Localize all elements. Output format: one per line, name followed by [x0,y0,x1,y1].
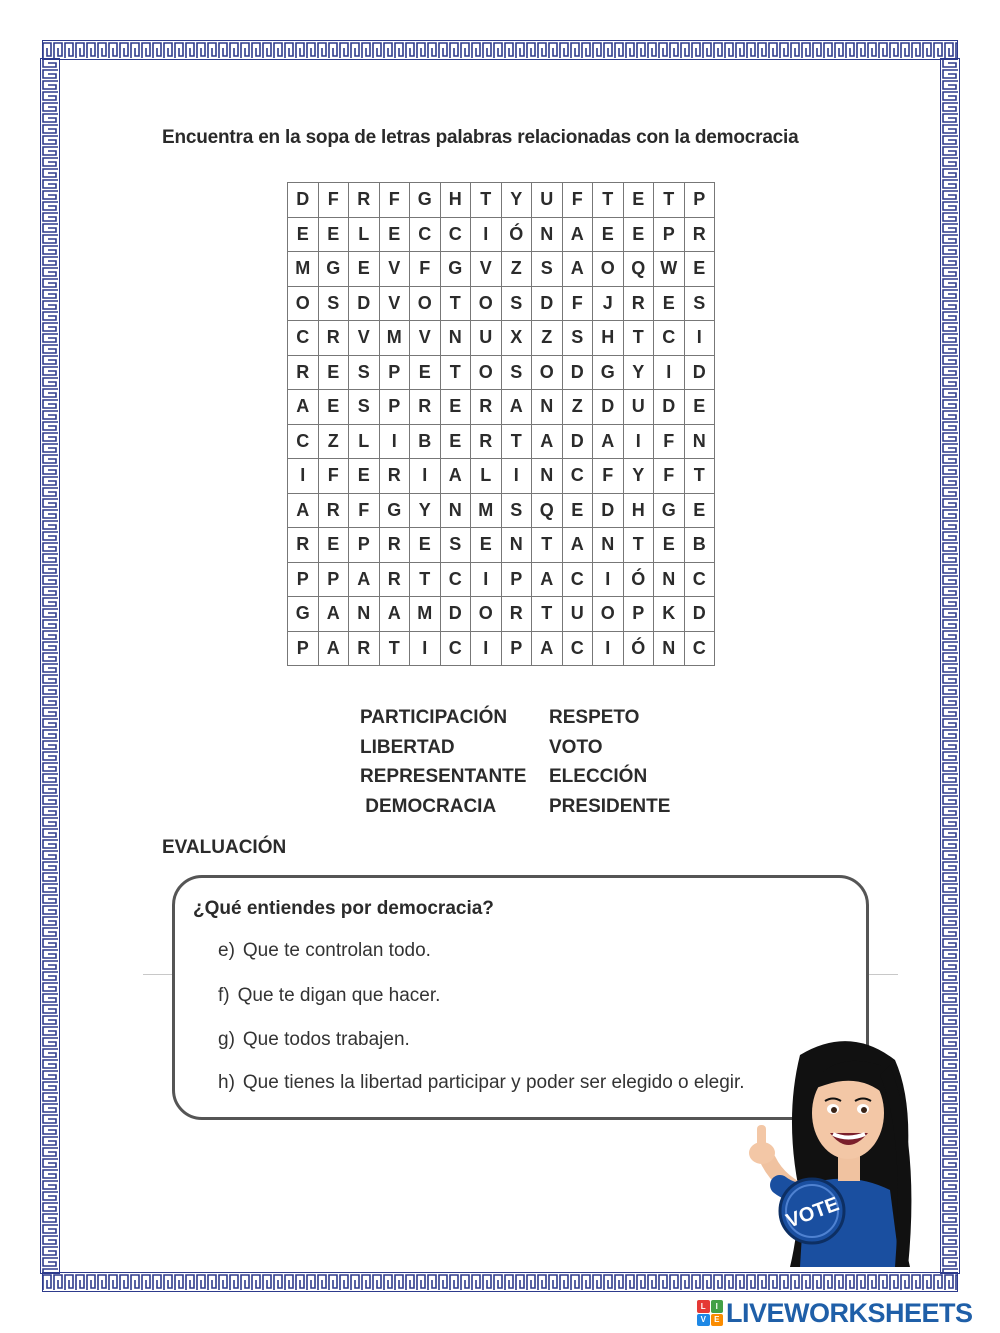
grid-cell[interactable]: M [471,493,502,528]
grid-cell[interactable]: E [440,390,471,425]
grid-row [288,493,715,528]
grid-cell[interactable]: B [684,528,715,563]
word-item: DEMOCRACIA [360,795,497,817]
grid-cell[interactable]: E [684,252,715,287]
grid-cell[interactable]: N [654,562,685,597]
grid-cell[interactable]: R [471,424,502,459]
option-text: Que tienes la libertad participar y poder ser elegido o elegir. [242,1072,745,1093]
grid-cell[interactable]: Q [623,252,654,287]
liveworksheets-logo[interactable] [697,1297,973,1328]
border-top [42,40,958,60]
grid-cell[interactable]: C [440,217,471,252]
grid-cell[interactable]: Ó [501,217,532,252]
grid-cell[interactable]: R [318,321,349,356]
grid-cell[interactable]: G [379,493,410,528]
grid-cell[interactable]: I [410,459,441,494]
grid-cell[interactable]: A [593,424,624,459]
grid-cell[interactable]: E [288,217,319,252]
grid-cell[interactable]: P [623,597,654,632]
grid-cell[interactable]: E [318,217,349,252]
icon-letter: L [697,1300,710,1313]
grid-cell[interactable]: V [379,286,410,321]
grid-cell[interactable]: T [440,286,471,321]
grid-cell[interactable]: A [501,390,532,425]
grid-cell[interactable]: A [532,631,563,666]
grid-row [288,424,715,459]
grid-cell[interactable]: T [654,183,685,218]
grid-cell[interactable]: U [562,597,593,632]
answer-option-h[interactable] [218,1072,745,1094]
grid-cell[interactable]: E [684,390,715,425]
grid-cell[interactable]: G [593,355,624,390]
grid-cell[interactable]: I [471,562,502,597]
grid-cell[interactable]: L [349,217,380,252]
option-letter: f) [218,985,230,1006]
vote-badge-text: VOTE [783,1193,843,1233]
grid-cell[interactable]: G [440,252,471,287]
grid-row [288,528,715,563]
grid-cell[interactable]: S [440,528,471,563]
grid-cell[interactable]: A [440,459,471,494]
grid-cell[interactable]: P [654,217,685,252]
grid-cell[interactable]: G [318,252,349,287]
grid-cell[interactable]: E [410,355,441,390]
question-text: ¿Qué entiendes por democracia? [193,898,494,919]
grid-cell[interactable]: S [532,252,563,287]
grid-cell[interactable]: V [379,252,410,287]
grid-row [288,631,715,666]
grid-cell[interactable]: L [471,459,502,494]
grid-cell[interactable]: I [654,355,685,390]
grid-cell[interactable]: Y [501,183,532,218]
grid-cell[interactable]: R [288,528,319,563]
grid-cell[interactable]: F [379,183,410,218]
avatar-illustration [730,1035,930,1272]
grid-cell[interactable]: T [623,528,654,563]
grid-cell[interactable]: E [318,355,349,390]
grid-cell[interactable]: C [654,321,685,356]
grid-cell[interactable]: O [593,597,624,632]
grid-cell[interactable]: E [623,217,654,252]
grid-cell[interactable]: N [532,390,563,425]
grid-cell[interactable]: Z [532,321,563,356]
grid-row [288,252,715,287]
grid-cell[interactable]: N [440,493,471,528]
grid-cell[interactable]: P [288,631,319,666]
grid-cell[interactable]: E [562,493,593,528]
grid-cell[interactable]: R [379,562,410,597]
grid-cell[interactable]: Y [623,459,654,494]
grid-row [288,459,715,494]
grid-row [288,286,715,321]
grid-cell[interactable]: R [379,459,410,494]
grid-cell[interactable]: I [593,562,624,597]
grid-cell[interactable]: U [623,390,654,425]
grid-cell[interactable]: N [501,528,532,563]
grid-cell[interactable]: R [288,355,319,390]
grid-cell[interactable]: W [654,252,685,287]
instructions-heading: Encuentra en la sopa de letras palabras relacionadas con la democracia [162,127,799,148]
icon-letter: V [697,1314,710,1327]
grid-cell[interactable]: D [288,183,319,218]
border-left [40,58,60,1274]
grid-cell[interactable]: E [379,217,410,252]
word-item: RESPETO [549,707,640,728]
grid-cell[interactable]: P [288,562,319,597]
grid-cell[interactable]: T [532,597,563,632]
grid-cell[interactable]: F [593,459,624,494]
grid-cell[interactable]: R [471,390,502,425]
grid-cell[interactable]: A [532,562,563,597]
grid-cell[interactable]: P [501,631,532,666]
grid-cell[interactable]: F [562,286,593,321]
grid-cell[interactable]: B [410,424,441,459]
grid-cell[interactable]: D [654,390,685,425]
grid-cell[interactable]: E [410,528,441,563]
grid-cell[interactable]: E [654,528,685,563]
icon-letter: I [711,1300,724,1313]
grid-cell[interactable]: K [654,597,685,632]
grid-cell[interactable]: T [593,183,624,218]
grid-cell[interactable]: R [318,493,349,528]
grid-cell[interactable]: F [410,252,441,287]
option-letter: g) [218,1029,235,1050]
liveworksheets-icon [697,1300,723,1326]
grid-row [288,217,715,252]
grid-cell[interactable]: T [501,424,532,459]
grid-cell[interactable]: V [349,321,380,356]
grid-cell[interactable]: E [471,528,502,563]
grid-cell[interactable]: A [288,390,319,425]
grid-cell[interactable]: R [501,597,532,632]
grid-cell[interactable]: S [501,493,532,528]
grid-cell[interactable]: F [318,183,349,218]
grid-cell[interactable]: A [532,424,563,459]
grid-cell[interactable]: I [471,631,502,666]
grid-cell[interactable]: N [593,528,624,563]
grid-cell[interactable]: S [318,286,349,321]
grid-cell[interactable]: F [349,493,380,528]
grid-cell[interactable]: Y [410,493,441,528]
grid-cell[interactable]: O [410,286,441,321]
grid-cell[interactable]: T [440,355,471,390]
answer-option-f[interactable] [218,985,440,1007]
grid-cell[interactable]: N [349,597,380,632]
grid-row [288,355,715,390]
grid-cell[interactable]: H [440,183,471,218]
grid-cell[interactable]: C [440,562,471,597]
grid-cell[interactable]: R [410,390,441,425]
grid-cell[interactable]: O [471,597,502,632]
grid-cell[interactable]: D [562,424,593,459]
grid-row [288,562,715,597]
border-bottom [42,1272,958,1292]
grid-cell[interactable]: I [593,631,624,666]
grid-cell[interactable]: I [623,424,654,459]
grid-cell[interactable]: R [349,183,380,218]
grid-cell[interactable]: S [501,286,532,321]
grid-cell[interactable]: C [440,631,471,666]
grid-cell[interactable]: P [684,183,715,218]
grid-cell[interactable]: Z [562,390,593,425]
grid-cell[interactable]: O [593,252,624,287]
grid-cell[interactable]: V [410,321,441,356]
grid-cell[interactable]: Z [318,424,349,459]
grid-cell[interactable]: P [379,355,410,390]
grid-cell[interactable]: E [349,252,380,287]
grid-cell[interactable]: I [501,459,532,494]
grid-cell[interactable]: G [288,597,319,632]
grid-cell[interactable]: E [318,528,349,563]
grid-row [288,597,715,632]
grid-cell[interactable]: F [318,459,349,494]
grid-cell[interactable]: S [349,355,380,390]
grid-cell[interactable]: R [379,528,410,563]
grid-cell[interactable]: R [684,217,715,252]
grid-cell[interactable]: I [288,459,319,494]
grid-cell[interactable]: O [532,355,563,390]
grid-cell[interactable]: A [379,597,410,632]
answer-option-g[interactable] [218,1029,410,1051]
grid-cell[interactable]: J [593,286,624,321]
word-list-right [549,703,670,821]
grid-cell[interactable]: R [623,286,654,321]
grid-cell[interactable]: C [684,631,715,666]
border-right [940,58,960,1274]
grid-cell[interactable]: I [379,424,410,459]
grid-cell[interactable]: E [623,183,654,218]
grid-cell[interactable]: Ó [623,562,654,597]
grid-cell[interactable]: U [532,183,563,218]
grid-cell[interactable]: G [410,183,441,218]
grid-cell[interactable]: E [440,424,471,459]
grid-cell[interactable]: Q [532,493,563,528]
grid-cell[interactable]: P [349,528,380,563]
grid-cell[interactable]: N [684,424,715,459]
grid-cell[interactable]: N [440,321,471,356]
option-text: Que te digan que hacer. [237,985,441,1006]
grid-cell[interactable]: D [684,355,715,390]
grid-cell[interactable]: F [654,459,685,494]
evaluation-title: EVALUACIÓN [162,837,287,858]
grid-cell[interactable]: M [288,252,319,287]
word-item: LIBERTAD [360,736,455,758]
grid-cell[interactable]: M [379,321,410,356]
word-item: ELECCIÓN [549,766,648,787]
grid-cell[interactable]: M [410,597,441,632]
grid-cell[interactable]: O [471,286,502,321]
grid-cell[interactable]: D [562,355,593,390]
grid-cell[interactable]: C [288,321,319,356]
grid-cell[interactable]: C [410,217,441,252]
grid-cell[interactable]: E [349,459,380,494]
grid-cell[interactable]: D [593,493,624,528]
answer-option-e[interactable] [218,940,431,962]
grid-cell[interactable]: S [562,321,593,356]
grid-cell[interactable]: A [562,252,593,287]
grid-row [288,321,715,356]
grid-cell[interactable]: S [684,286,715,321]
grid-cell[interactable]: S [349,390,380,425]
grid-cell[interactable]: P [379,390,410,425]
grid-cell[interactable]: E [593,217,624,252]
grid-cell[interactable]: D [532,286,563,321]
grid-cell[interactable]: D [440,597,471,632]
grid-cell[interactable]: O [471,355,502,390]
grid-cell[interactable]: F [654,424,685,459]
grid-cell[interactable]: Y [623,355,654,390]
grid-cell[interactable]: N [532,459,563,494]
grid-cell[interactable]: R [349,631,380,666]
grid-cell[interactable]: D [593,390,624,425]
grid-cell[interactable]: E [684,493,715,528]
grid-cell[interactable]: P [318,562,349,597]
grid-cell[interactable]: S [501,355,532,390]
grid-cell[interactable]: F [562,183,593,218]
grid-cell[interactable]: T [623,321,654,356]
grid-cell[interactable]: E [654,286,685,321]
grid-cell[interactable]: I [471,217,502,252]
grid-cell[interactable]: A [318,631,349,666]
word-item: PRESIDENTE [549,795,671,817]
grid-cell[interactable]: V [471,252,502,287]
grid-cell[interactable]: C [562,631,593,666]
grid-cell[interactable]: C [562,562,593,597]
grid-cell[interactable]: A [318,597,349,632]
liveworksheets-wordmark: LIVEWORKSHEETS [726,1297,973,1328]
grid-cell[interactable]: Ó [623,631,654,666]
grid-cell[interactable]: A [562,217,593,252]
grid-cell[interactable]: Z [501,252,532,287]
grid-cell[interactable]: U [471,321,502,356]
grid-cell[interactable]: L [349,424,380,459]
word-item: VOTO [549,736,603,758]
word-list-left [360,703,526,821]
grid-cell[interactable]: A [562,528,593,563]
grid-row [288,183,715,218]
grid-cell[interactable]: D [684,597,715,632]
grid-cell[interactable]: C [562,459,593,494]
option-letter: h) [218,1072,235,1093]
option-text: Que todos trabajen. [242,1029,410,1050]
grid-cell[interactable]: H [593,321,624,356]
grid-cell[interactable]: A [349,562,380,597]
grid-cell[interactable]: I [410,631,441,666]
word-search-grid[interactable] [287,182,715,666]
option-letter: e) [218,940,235,961]
grid-cell[interactable]: O [288,286,319,321]
grid-cell[interactable]: D [349,286,380,321]
grid-cell[interactable]: H [623,493,654,528]
grid-cell[interactable]: N [654,631,685,666]
icon-letter: E [711,1314,724,1327]
grid-cell[interactable]: I [684,321,715,356]
word-item: PARTICIPACIÓN [360,707,508,728]
grid-cell[interactable]: A [288,493,319,528]
grid-row [288,390,715,425]
word-item: REPRESENTANTE [360,766,527,787]
grid-cell[interactable]: P [501,562,532,597]
grid-cell[interactable]: T [684,459,715,494]
option-text: Que te controlan todo. [242,940,431,961]
grid-cell[interactable]: E [318,390,349,425]
grid-cell[interactable]: C [684,562,715,597]
grid-cell[interactable]: C [288,424,319,459]
grid-cell[interactable]: T [379,631,410,666]
grid-cell[interactable]: G [654,493,685,528]
grid-cell[interactable]: T [532,528,563,563]
grid-cell[interactable]: T [410,562,441,597]
grid-cell[interactable]: X [501,321,532,356]
grid-cell[interactable]: N [532,217,563,252]
grid-cell[interactable]: T [471,183,502,218]
